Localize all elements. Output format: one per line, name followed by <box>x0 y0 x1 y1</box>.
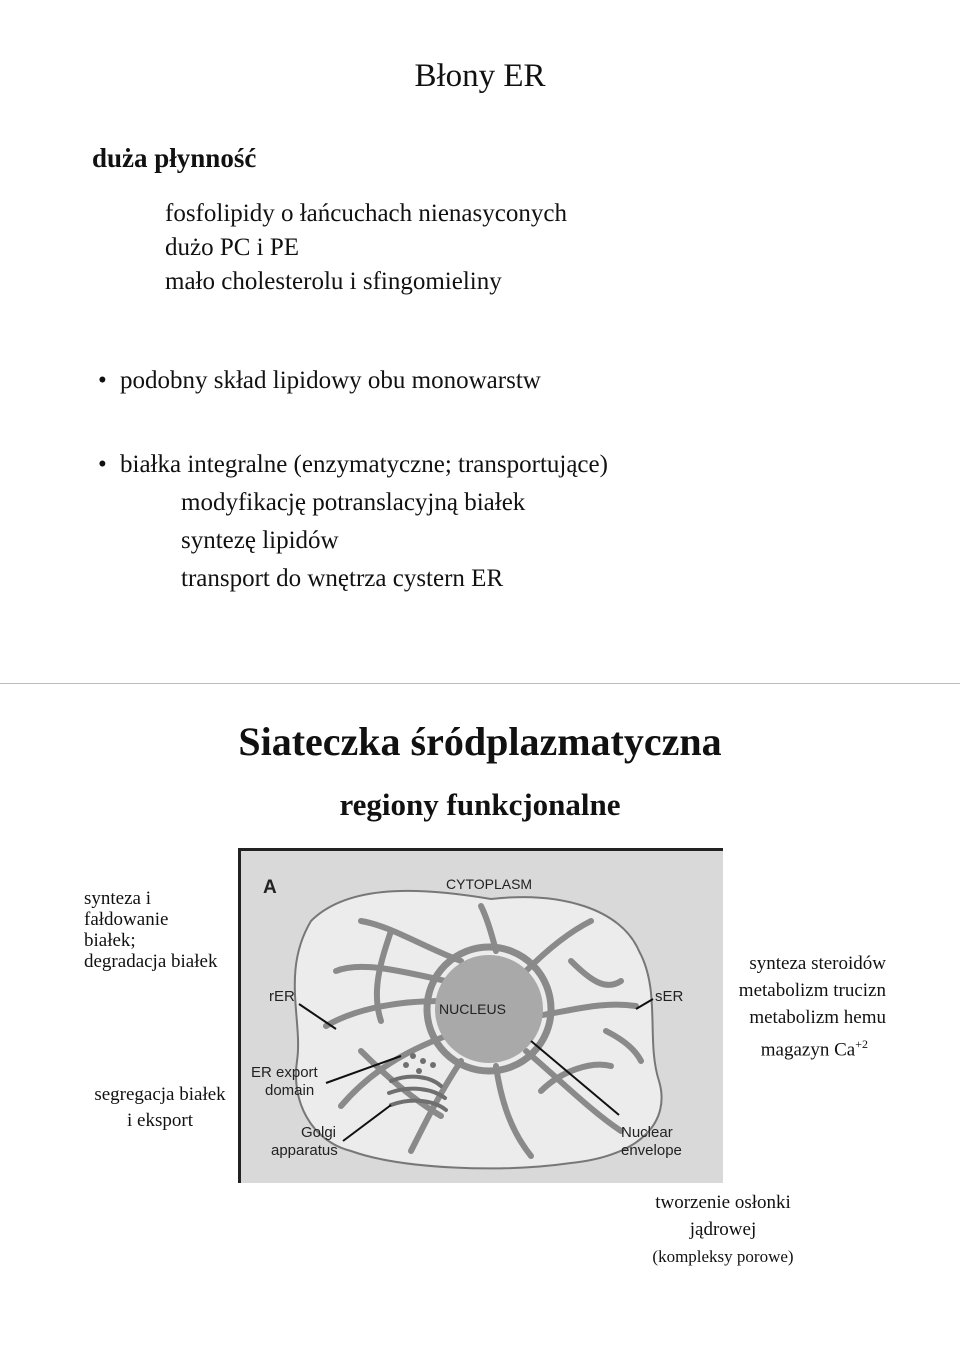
label-line: synteza i <box>84 888 152 909</box>
label-line: degradacja białek <box>84 951 218 972</box>
golgi-label-line2: apparatus <box>271 1142 338 1159</box>
label-line: białek; <box>84 930 136 951</box>
sub-item: dużo PC i PE <box>165 234 300 261</box>
er-cell-diagram <box>238 848 723 1183</box>
calcium-text: magazyn Ca <box>760 1039 856 1061</box>
bullet-sub-item: modyfikację potranslacyjną białek <box>181 489 526 516</box>
er-export-label-line1: ER export <box>251 1064 318 1081</box>
label-line: i eksport <box>127 1110 193 1131</box>
slide-er-functional-regions <box>0 684 960 1367</box>
bullet-icon: • <box>98 451 107 478</box>
label-line: metabolizm trucizn <box>738 980 886 1001</box>
golgi-label-line1: Golgi <box>301 1124 337 1141</box>
slide-title: Błony ER <box>414 58 546 94</box>
label-line-calcium <box>720 1031 886 1063</box>
ser-label: sER <box>655 988 684 1005</box>
label-line: metabolizm hemu <box>749 1007 886 1028</box>
sub-item: mało cholesterolu i sfingomieliny <box>165 268 502 295</box>
er-diagram-svg <box>241 851 720 1180</box>
sub-item: fosfolipidy o łańcuchach nienasyconych <box>165 200 567 227</box>
bullet-sub-item: transport do wnętrza cystern ER <box>181 565 504 592</box>
panel-letter: A <box>263 877 277 898</box>
label-line: synteza steroidów <box>749 953 886 974</box>
slide-title: Siateczka śródplazmatyczna <box>238 719 722 764</box>
calcium-superscript: +2 <box>855 1037 868 1051</box>
label-nuclear-envelope-formation <box>632 1189 814 1270</box>
slide-subtitle: regiony funkcjonalne <box>339 787 621 822</box>
label-ser-functions <box>720 950 886 1063</box>
label-line: fałdowanie <box>84 909 169 930</box>
bullet-item <box>98 451 608 479</box>
label-line: jądrowej <box>689 1219 757 1240</box>
nuclear-label-line2: envelope <box>621 1142 682 1159</box>
label-line: tworzenie osłonki <box>655 1192 791 1213</box>
label-protein-synthesis <box>84 888 217 972</box>
er-export-label-line2: domain <box>265 1082 315 1099</box>
rer-label: rER <box>269 988 295 1005</box>
slide-er-membranes <box>0 0 960 683</box>
label-line: (kompleksy porowe) <box>652 1247 794 1266</box>
cytoplasm-label: CYTOPLASM <box>446 876 533 892</box>
label-line: segregacja białek <box>94 1084 226 1105</box>
nuclear-label-line1: Nuclear <box>621 1124 673 1141</box>
bullet-text: białka integralne (enzymatyczne; transportujące) <box>120 451 608 478</box>
nucleus-label: NUCLEUS <box>439 1001 506 1017</box>
heading-high-fluidity: duża płynność <box>92 143 257 173</box>
bullet-sub-item: syntezę lipidów <box>181 527 339 554</box>
label-protein-export <box>80 1082 240 1134</box>
bullet-icon: • <box>98 367 107 394</box>
bullet-text: podobny skład lipidowy obu monowarstw <box>120 367 541 394</box>
bullet-item <box>98 367 541 395</box>
